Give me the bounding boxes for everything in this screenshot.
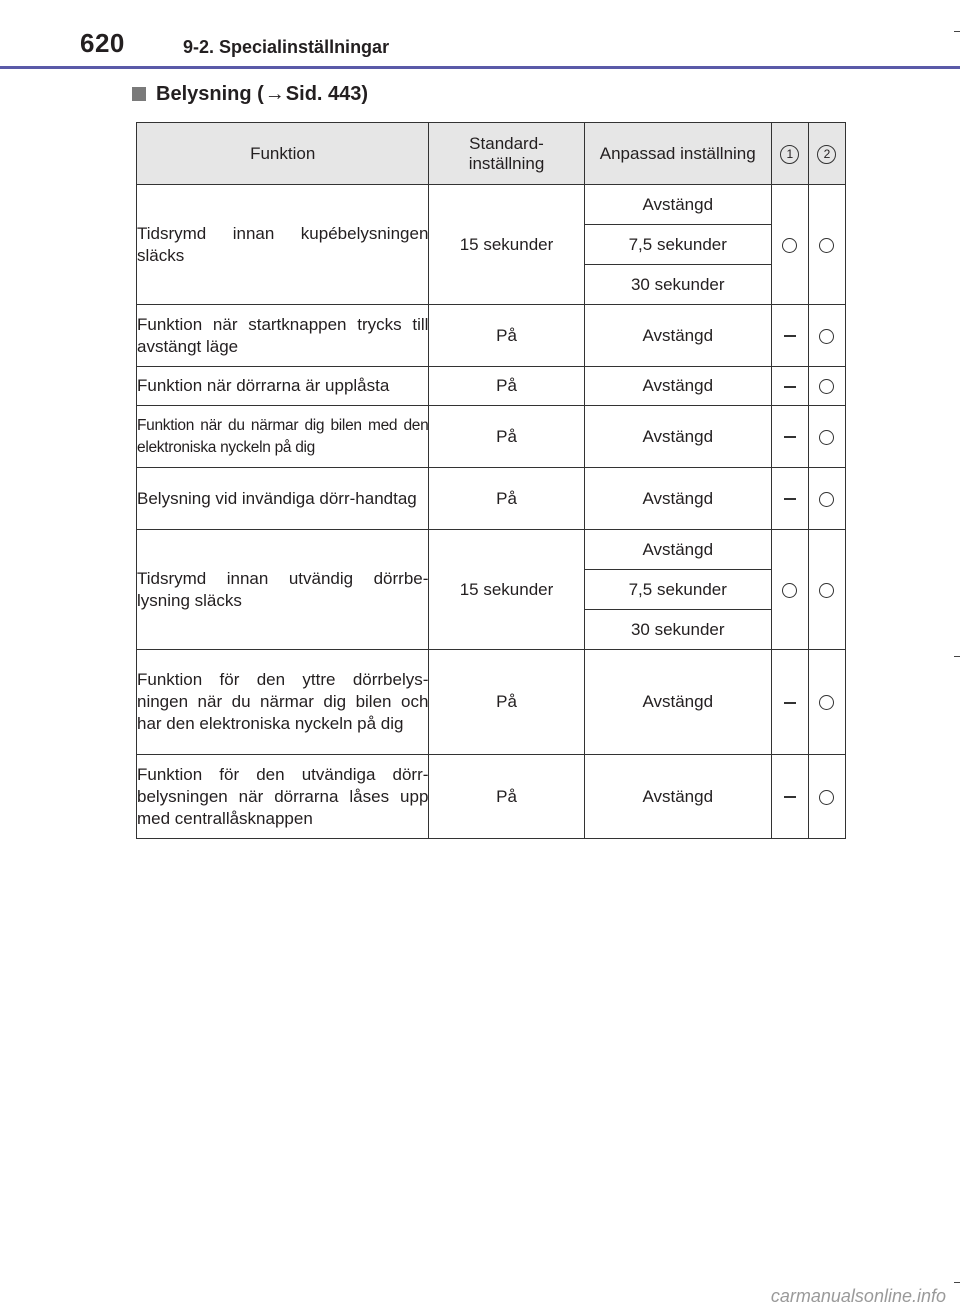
circle-icon (819, 329, 834, 344)
watermark: carmanualsonline.info (770, 1286, 946, 1306)
dash-icon (784, 702, 796, 704)
square-bullet-icon (132, 87, 146, 101)
column-header-function: Funktion (137, 123, 429, 185)
function-cell: Funktion när du närmar dig bilen med den elektroniska nyckeln på dig (137, 406, 429, 468)
column-header-1 (771, 123, 808, 185)
option-cell: Avstängd (584, 406, 771, 468)
option-cell: 7,5 sekunder (584, 570, 771, 610)
option-cell: Avstängd (584, 650, 771, 755)
col1-mark (771, 305, 808, 367)
option-cell: Avstängd (584, 185, 771, 225)
function-cell: Tidsrymd innan utvändig dörrbe-lysning släcks (137, 530, 429, 650)
circle-icon (819, 430, 834, 445)
table-row (137, 185, 846, 225)
col1-mark (771, 650, 808, 755)
function-cell: Funktion för den utvändiga dörr-belysningen när dörrarna låses upp med centrallåsknappen (137, 755, 429, 839)
col1-mark (771, 468, 808, 530)
col2-mark (808, 650, 845, 755)
default-cell: På (429, 305, 584, 367)
col2-mark (808, 468, 845, 530)
col2-mark (808, 305, 845, 367)
col1-mark (771, 406, 808, 468)
default-cell: 15 sekunder (429, 185, 584, 305)
subheading-reference[interactable]: Sid. 443) (285, 83, 369, 105)
col2-mark (808, 367, 845, 406)
default-cell: På (429, 367, 584, 406)
circle-icon (819, 238, 834, 253)
default-cell: På (429, 650, 584, 755)
subheading-title: Belysning ( (156, 83, 264, 105)
option-cell: Avstängd (584, 468, 771, 530)
subheading (132, 82, 368, 106)
function-cell: Funktion när startknappen trycks till avstängt läge (137, 305, 429, 367)
section-title: 9-2. Specialinställningar (183, 37, 390, 57)
table-row (137, 530, 846, 570)
table-row (137, 305, 846, 367)
dash-icon (784, 498, 796, 500)
table-row (137, 755, 846, 839)
circled-number-icon: 1 (780, 145, 799, 164)
circled-number-icon: 2 (817, 145, 836, 164)
dash-icon (784, 335, 796, 337)
circle-icon (819, 379, 834, 394)
col2-mark (808, 185, 845, 305)
default-cell: På (429, 755, 584, 839)
col1-mark (771, 185, 808, 305)
settings-table (136, 122, 846, 839)
option-cell: Avstängd (584, 530, 771, 570)
default-cell: På (429, 406, 584, 468)
col1-mark (771, 530, 808, 650)
col2-mark (808, 406, 845, 468)
default-cell: 15 sekunder (429, 530, 584, 650)
function-cell: Funktion för den yttre dörrbelys-ningen när du närmar dig bilen och har den elektroniska nyckeln på dig (137, 650, 429, 755)
col2-mark (808, 530, 845, 650)
circle-icon (819, 695, 834, 710)
crop-mark (954, 1282, 960, 1283)
circle-icon (782, 238, 797, 253)
col2-mark (808, 755, 845, 839)
option-cell: Avstängd (584, 755, 771, 839)
table-row (137, 468, 846, 530)
table-header-row (137, 123, 846, 185)
function-cell: Tidsrymd innan kupébelysningen släcks (137, 185, 429, 305)
page-number: 620 (80, 28, 125, 58)
column-header-custom: Anpassad inställning (584, 123, 771, 185)
default-cell: På (429, 468, 584, 530)
dash-icon (784, 796, 796, 798)
circle-icon (782, 583, 797, 598)
option-cell: 7,5 sekunder (584, 225, 771, 265)
option-cell: Avstängd (584, 367, 771, 406)
circle-icon (819, 583, 834, 598)
table-row (137, 367, 846, 406)
arrow-icon: → (264, 83, 285, 105)
dash-icon (784, 386, 796, 388)
page-header (0, 0, 960, 70)
function-cell: Funktion när dörrarna är upplåsta (137, 367, 429, 406)
option-cell: Avstängd (584, 305, 771, 367)
crop-mark (954, 656, 960, 657)
col1-mark (771, 367, 808, 406)
column-header-2 (808, 123, 845, 185)
option-cell: 30 sekunder (584, 610, 771, 650)
option-cell: 30 sekunder (584, 265, 771, 305)
circle-icon (819, 492, 834, 507)
crop-mark (954, 31, 960, 32)
dash-icon (784, 436, 796, 438)
function-cell: Belysning vid invändiga dörr-handtag (137, 468, 429, 530)
header-rule (0, 66, 960, 69)
circle-icon (819, 790, 834, 805)
col1-mark (771, 755, 808, 839)
column-header-default: Standard- inställning (429, 123, 584, 185)
table-row (137, 650, 846, 755)
table-row (137, 406, 846, 468)
